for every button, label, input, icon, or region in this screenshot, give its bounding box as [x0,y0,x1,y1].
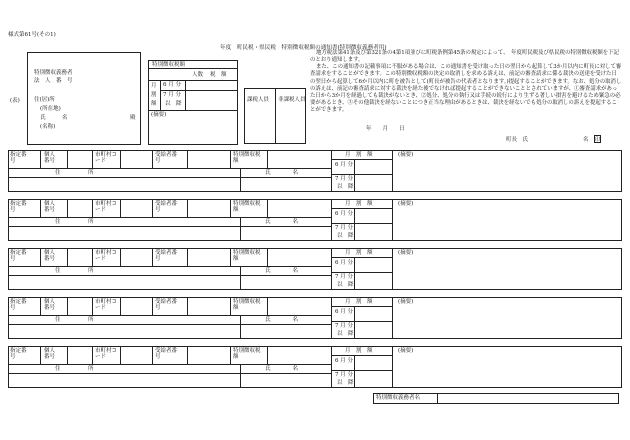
after-label: 以 降 [337,380,354,386]
special-tax-label: 特別徴収税額 [233,250,261,263]
recipient-number-label: 受給者番号 [155,299,178,312]
col-divider [187,150,188,168]
individual-number-label: 個人番号 [44,152,56,165]
designated-number-label: 指定番号 [10,152,27,165]
col-divider [354,257,355,290]
col-divider [92,199,93,217]
row-divider [331,355,392,356]
col-divider [331,199,332,241]
municipal-code-label: 市町村コード [95,299,118,312]
individual-number-label: 個人番号 [44,250,56,263]
col-divider [40,297,41,315]
col-divider [187,248,188,266]
july-label: 7 月 分 [335,372,353,378]
non-taxed-count-label: 非課税人員 [278,97,306,103]
row-divider [8,168,331,169]
address-label: 住 所 [55,268,94,274]
col-divider [187,346,188,364]
row-divider [8,217,331,218]
municipal-code-label: 市町村コード [95,201,118,214]
june-label: 6 月 分 [335,309,353,315]
recipient-number-label: 受給者番号 [155,201,178,214]
col-divider [67,297,68,315]
july-label: 7 月 分 [335,176,353,182]
remarks-label: (摘要) [398,348,414,354]
address-label: 住 所 [55,366,94,372]
col-divider [152,248,153,266]
address-label: 住(居)所 [34,97,55,103]
col-divider [267,297,268,315]
address-label: 住 所 [55,317,94,323]
front-marker: (表) [10,98,20,104]
seal-box [592,135,601,143]
col-divider [120,199,121,217]
col-divider [152,297,153,315]
row-divider [8,226,331,227]
notice-date: 年 月 日 [366,126,405,132]
individual-number-label: 個人番号 [44,348,56,361]
corp-number-label: 法 人 番 号 [34,78,73,84]
seal-mark: 印 [595,137,601,143]
name-label: 氏 名 [265,219,299,225]
col-divider [392,346,393,388]
col-divider [240,315,241,339]
monthly-amount-label: 月 割 額 [345,299,373,305]
col-divider [40,150,41,168]
col-divider [40,248,41,266]
after-label: 以 降 [337,233,354,239]
address-label: 住 所 [55,170,94,176]
col-divider [230,248,231,266]
june-label: 6 月 分 [335,162,353,168]
row-divider [331,159,392,160]
monthly-amount-label: 月 割 額 [345,250,373,256]
special-tax-label: 特別徴収税額 [233,152,261,165]
row-divider [331,208,392,209]
row-divider [8,315,331,316]
title-label: (名称) [40,124,56,130]
recipient-number-label: 受給者番号 [155,152,178,165]
remarks-label: (摘要) [398,299,414,305]
col-divider [331,248,332,290]
col-divider [92,346,93,364]
col-divider [354,306,355,339]
name-label: 氏 名 [265,366,299,372]
designated-number-label: 指定番号 [10,201,27,214]
col-divider [331,297,332,339]
col-divider [392,199,393,241]
designated-number-label: 指定番号 [10,299,27,312]
form-number: 様式第61号(その1) [8,32,56,38]
col-divider [230,346,231,364]
municipal-code-label: 市町村コード [95,152,118,165]
tax-count-label: 人数 [192,72,204,78]
individual-number-label: 個人番号 [44,299,56,312]
col-divider [392,150,393,192]
july-label: 7 月 分 [335,323,353,329]
obligor-label: 特別徴収義務者 [34,70,73,76]
col-divider [240,168,241,192]
row-divider [331,306,392,307]
monthly-label: 月割額 [151,83,157,107]
col-divider [240,266,241,290]
june-label: 6 月 分 [335,211,353,217]
special-tax-label: 特別徴収税額 [233,201,261,214]
municipal-code-label: 市町村コード [95,250,118,263]
name-label: 氏 名 [40,115,68,121]
monthly-amount-label: 月 割 額 [345,152,373,158]
col-divider [267,248,268,266]
notice-paragraph-1: 地方税法第41条及び第321条の4第1項並びに町税条例第45条の規定によって、 年度町民税及び県民税の特別徴収税額を下記のとおり通知します。 [310,50,619,64]
row-divider [8,275,331,276]
mayor-label: 町長 氏 [506,137,529,143]
footer-obligor-label: 特別徴収義務者名 [376,395,421,401]
designated-number-label: 指定番号 [10,250,27,263]
name-label: 氏 名 [265,317,299,323]
monthly-amount-label: 月 割 額 [345,348,373,354]
name-label: 氏 名 [265,268,299,274]
tax-after: 以 降 [165,101,182,107]
designated-number-label: 指定番号 [10,348,27,361]
col-divider [67,150,68,168]
row-divider [8,324,331,325]
col-divider [152,150,153,168]
col-divider [120,346,121,364]
col-divider [67,248,68,266]
remarks-label: (摘要) [398,250,414,256]
june-label: 6 月 分 [335,260,353,266]
notice-paragraph-2: また、この通知書の記載事項に不服がある場合は、この通知書を受け取った日の翌日から起算して3か月以内に町長に対して審査請求をすることができます。この特別徴収税額の決定の取消しを求める訴えは、前記の審査請求に係る裁決の送達を受けた日の翌日から起算して6か月以内に町を被告として(町長が被告の代表者となります。)提起することができます。なお、処分の取消しの訴えは、前記の審査請求に対する裁決を経た後でなければ提起することができないこととされていますが、①審査請求があった日から3か月を経過しても裁決がないとき、②処分、処分の執行又は手続の続行により生ずる著しい損害を避けるため緊急の必要があるとき、③その他裁決を経ないことにつき正当な理由があるときは、裁決を経ないでも処分の取消しの訴えを提起することができます。 [310,64,622,113]
name-suffix: 殿 [130,115,136,121]
col-divider [92,248,93,266]
col-divider [267,346,268,364]
col-divider [152,199,153,217]
after-label: 以 降 [337,282,354,288]
col-divider [67,199,68,217]
col-divider [187,199,188,217]
recipient-number-label: 受給者番号 [155,348,178,361]
special-tax-label: 特別徴収税額 [233,299,261,312]
tax-remarks: (摘要) [151,112,167,118]
col-divider [230,150,231,168]
location-label: (所在地) [40,106,61,112]
recipient-number-label: 受給者番号 [155,250,178,263]
name-label: 氏 名 [265,170,299,176]
tax-july: 7 月 分 [163,92,181,98]
col-divider [40,346,41,364]
address-label: 住 所 [55,219,94,225]
row-divider [331,223,392,224]
individual-number-label: 個人番号 [44,201,56,214]
special-tax-label: 特別徴収税額 [233,348,261,361]
row-divider [331,370,392,371]
mayor-name-label: 名 [583,137,589,143]
col-divider [187,297,188,315]
july-label: 7 月 分 [335,274,353,280]
notice-text [310,50,622,114]
col-divider [240,364,241,388]
row-divider [8,373,331,374]
col-divider [120,150,121,168]
municipal-code-label: 市町村コード [95,348,118,361]
row-divider [331,257,392,258]
row-divider [331,174,392,175]
col-divider [331,346,332,388]
after-label: 以 降 [337,331,354,337]
col-divider [240,217,241,241]
tax-june: 6 月 分 [163,82,181,88]
col-divider [392,297,393,339]
col-divider [120,297,121,315]
row-divider [331,321,392,322]
col-divider [267,150,268,168]
col-divider [92,297,93,315]
col-divider [354,208,355,241]
col-divider [331,150,332,192]
col-divider [354,355,355,388]
taxed-count-label: 課税人員 [247,97,270,103]
special-tax-header: 特別徴収税額 [152,62,186,68]
monthly-amount-label: 月 割 額 [345,201,373,207]
col-divider [40,199,41,217]
page-title: 年度 町民税・県民税 特別徴収税額の通知書(特別徴収義務者用) [220,45,387,51]
col-divider [392,248,393,290]
june-label: 6 月 分 [335,358,353,364]
col-divider [152,346,153,364]
col-divider [230,199,231,217]
col-divider [267,199,268,217]
remarks-label: (摘要) [398,152,414,158]
col-divider [120,248,121,266]
row-divider [8,266,331,267]
col-divider [67,346,68,364]
col-divider [230,297,231,315]
row-divider [331,272,392,273]
remarks-label: (摘要) [398,201,414,207]
col-divider [92,150,93,168]
col-divider [354,159,355,192]
tax-amount-label: 税 額 [210,72,227,78]
row-divider [8,364,331,365]
after-label: 以 降 [337,184,354,190]
row-divider [8,177,331,178]
july-label: 7 月 分 [335,225,353,231]
